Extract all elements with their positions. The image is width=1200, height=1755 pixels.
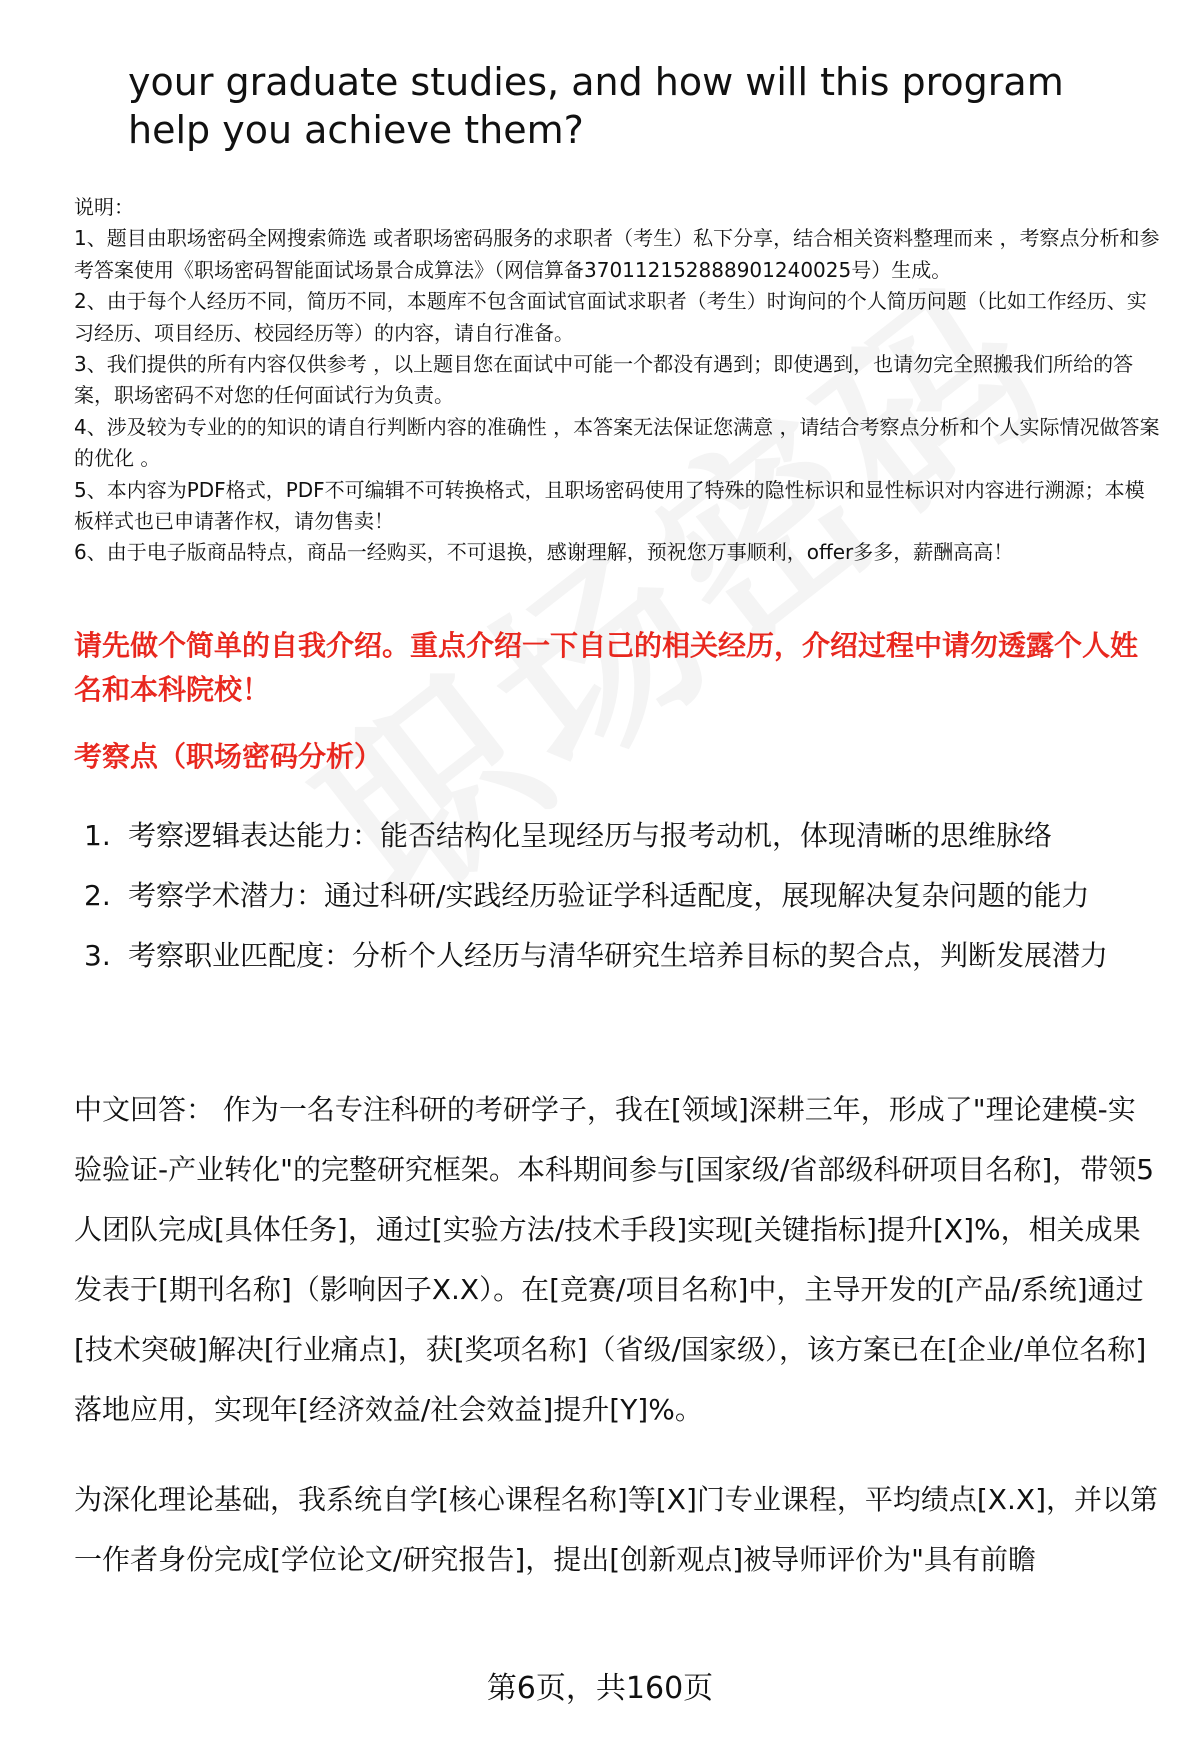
list-item bbox=[74, 806, 1164, 866]
interview-question: 请先做个简单的自我介绍。重点介绍一下自己的相关经历，介绍过程中请勿透露个人姓名和本科院校！ bbox=[74, 629, 1139, 706]
list-item bbox=[74, 866, 1164, 926]
list-text: 考察逻辑表达能力：能否结构化呈现经历与报考动机，体现清晰的思维脉络 bbox=[128, 819, 1053, 852]
note-item: 5、本内容为PDF格式，PDF不可编辑不可转换格式，且职场密码使用了特殊的隐性标识和显性标识对内容进行溯源；本模板样式也已申请著作权，请勿售卖！ bbox=[74, 477, 1145, 534]
answer-paragraph: 为深化理论基础，我系统自学[核心课程名称]等[X]门专业课程，平均绩点[X.X]，并以第一作者身份完成[学位论文/研究报告]，提出[创新观点]被导师评价为"具有前瞻 bbox=[74, 1483, 1158, 1576]
list-item bbox=[74, 926, 1164, 986]
list-number: 2. bbox=[84, 879, 111, 912]
page-number: 第6页，共160页 bbox=[486, 1671, 714, 1706]
continued-question: your graduate studies, and how will this program help you achieve them? bbox=[128, 60, 1064, 152]
notes-section bbox=[74, 192, 1160, 569]
answer-section bbox=[74, 1080, 1160, 1620]
analysis-list bbox=[74, 806, 1164, 986]
note-item: 6、由于电子版商品特点，商品一经购买，不可退换，感谢理解，预祝您万事顺利，offer多多，薪酬高高！ bbox=[74, 540, 1014, 565]
note-item: 1、题目由职场密码全网搜索筛选 或者职场密码服务的求职者（考生）私下分享，结合相关资料整理而来 ，考察点分析和参考答案使用《职场密码智能面试场景合成算法》（网信算备370112152888901240025号）生成。 bbox=[74, 226, 1160, 282]
list-text: 考察学术潜力：通过科研/实践经历验证学科适配度，展现解决复杂问题的能力 bbox=[128, 879, 1090, 912]
note-item: 3、我们提供的所有内容仅供参考 ，以上题目您在面试中可能一个都没有遇到；即使遇到，也请勿完全照搬我们所给的答案，职场密码不对您的任何面试行为负责。 bbox=[74, 352, 1134, 408]
list-number: 1. bbox=[84, 819, 111, 852]
notes-title: 说明： bbox=[74, 195, 134, 219]
analysis-title: 考察点（职场密码分析） bbox=[74, 740, 383, 773]
list-number: 3. bbox=[84, 939, 111, 972]
answer-paragraph: 中文回答： 作为一名专注科研的考研学子，我在[领域]深耕三年，形成了"理论建模-实验验证-产业转化"的完整研究框架。本科期间参与[国家级/省部级科研项目名称]，带领5人团队完成[具体任务]，通过[实验方法/技术手段]实现[关键指标]提升[X]%，相关成果发表于[期刊名称]（影响因子X.X）。在[竞赛/项目名称]中，主导开发的[产品/系统]通过[技术突破]解决[行业痛点]，获[奖项名称]（省级/国家级），该方案已在[企业/单位名称]落地应用，实现年[经济效益/社会效益]提升[Y]%。 bbox=[74, 1093, 1155, 1426]
note-item: 4、涉及较为专业的的知识的请自行判断内容的准确性 ，本答案无法保证您满意 ，请结合考察点分析和个人实际情况做答案的优化 。 bbox=[74, 414, 1160, 471]
list-text: 考察职业匹配度：分析个人经历与清华研究生培养目标的契合点，判断发展潜力 bbox=[128, 939, 1109, 972]
note-item: 2、由于每个人经历不同，简历不同，本题库不包含面试官面试求职者（考生）时询问的个人简历问题（比如工作经历、实习经历、项目经历、校园经历等）的内容，请自行准备。 bbox=[74, 289, 1147, 345]
